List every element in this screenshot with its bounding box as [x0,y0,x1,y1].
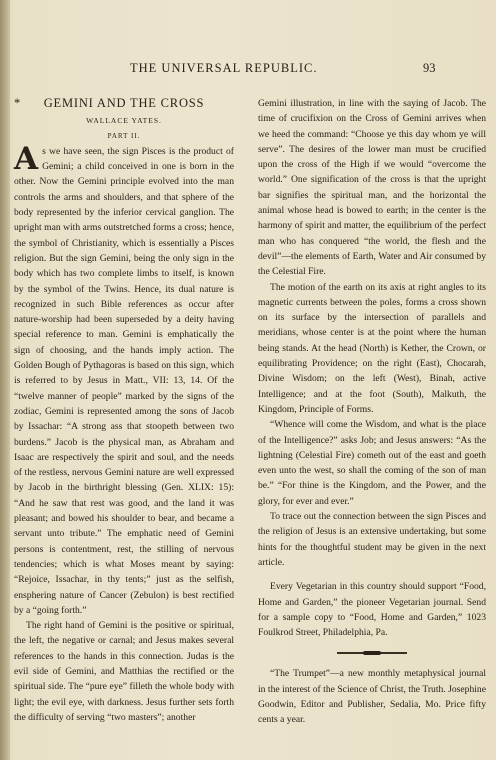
paragraph: The right hand of Gemini is the positive or spiritual, the left, the negative or carnal; and Jesus makes several references to the hands in this connection. Judas is the evil side of Gemini, and Matthias the rectified or the spiritual side. The “pure eye” filleth the whole body with light; the evil eye, with darkness. Jesus further sets forth the difficulty of serving “two masters”; another [14,620,234,723]
paragraph: Gemini illustration, in line with the saying of Jacob. The time of crucifixion on the Cross of Gemini arrives when we heed the command: “Choose ye this day whom ye will serve”. The desires of the lower man must be crucified upon the cross of the High if we would “overcome the world.” One signification of the cross is that the upright bar signifies the spiritual man, and the horizontal the animal whose head is bowed to earth; in the center is the harmony of spirit and matter, the equilibrium of the perfect man who has conquered “the world, the flesh and the devil”—the elements of Earth, Water and Air consumed by the Celestial Fire. [258,98,486,278]
trumpet-notice: “The Trumpet”—a new monthly metaphysical journal in the interest of the Science of Christ, the Truth. Josephine Goodwin, Editor and Publisher, Sedalia, Mo. Price fifty cents a year. [258,668,486,726]
paragraph-text: s we have seen, the sign Pisces is the product of Gemini; a child conceived in one is born in the other. Now the Gemini principle evolved into the man controls the arms and shoulders, and that sphere of the body represented by the inferior cervical ganglion. The upright man with arms outstretched forms a cross; hence, the symbol of Christianity, which is essentially a Pisces religion. But the sign Gemini, being the only sign in the body which has two complete limbs to itself, is known by the symbol of the Twins. Hence, its dual nature is recognized in such Bible references as occur after nature-worship had been superseded by a deity having special reference to man. Gemini is emphatically the sign of choosing, and the hands imply action. The Golden Bough of Pythagoras is based on this sign, which is referred to by Jesus in Matt., VII: 13, 14. Of the “twelve manner of people” marked by the signs of the zodiac, Gemini is represented among the sons of Jacob by Issachar: “A strong ass that stoopeth between two burdens.” Jacob is the physical man, as Abraham and Isaac are respectively the spirit and soul, and the needs of the restless, nervous Gemini nature are well expressed by Jacob in the birthright blessing (Gen. XLIX: 15): “And he saw that rest was good, and the land it was pleasant; and bowed his shoulder to bear, and became a servant unto tribute.” The emphatic need of Gemini persons is contentment, rest, the stilling of nervous tendencies; which is what Moses meant by saying: “Rejoice, Issachar, in thy tents;” just as the selfish, ensphering nature of Cancer (Zebulon) is best rectified by a “going forth.” [14,145,234,616]
paragraph [14,140,234,618]
article-part: PART II. [107,131,141,140]
paragraph: “Whence will come the Wisdom, and what is the place of the Intelligence?” asks Job; and Jesus answers: “As the lightning (Celestial Fire) cometh out of the east and goeth even unto the west, so shall the coming of the son of man be.” “For thine is the Kingdom, and the Power, and the glory, for ever and ever.” [258,419,486,507]
drop-cap: A [14,140,39,177]
page-number: 93 [423,61,436,75]
running-title: THE UNIVERSAL REPUBLIC. [130,61,318,75]
section-divider [337,652,407,654]
title-bullet: * [14,96,22,110]
binding-edge [0,0,10,760]
vegetarian-notice: Every Vegetarian in this country should support “Food, Home and Garden,” the pioneer Vegetarian journal. Send for a sample copy to “Food, Home and Garden,” 1023 Foulkrod Street, Philadelphia, Pa. [258,581,486,639]
article-author: WALLACE YATES. [86,116,162,126]
article-title: GEMINI AND THE CROSS [43,96,205,110]
right-column [258,96,486,728]
paragraph: The motion of the earth on its axis at right angles to its magnetic currents between the poles, forms a cross shown on its surface by the intersection of parallels and meridians, whose center is at the point where the human being stands. At the head (North) is Kether, the Crown, or equilibrating Providence; on the right (East), Chocarah, Divine Wisdom; on the left (West), Binah, active Intelligence; and at the foot (South), Malkuth, the Kingdom, Principle of Forms. [258,281,486,415]
left-column [14,96,234,725]
page-header [0,61,496,77]
paragraph: To trace out the connection between the sign Pisces and the religion of Jesus is an extensive undertaking, but some hints for the thoughtful student may be given in the next article. [258,511,486,568]
article-title-block [14,96,234,111]
